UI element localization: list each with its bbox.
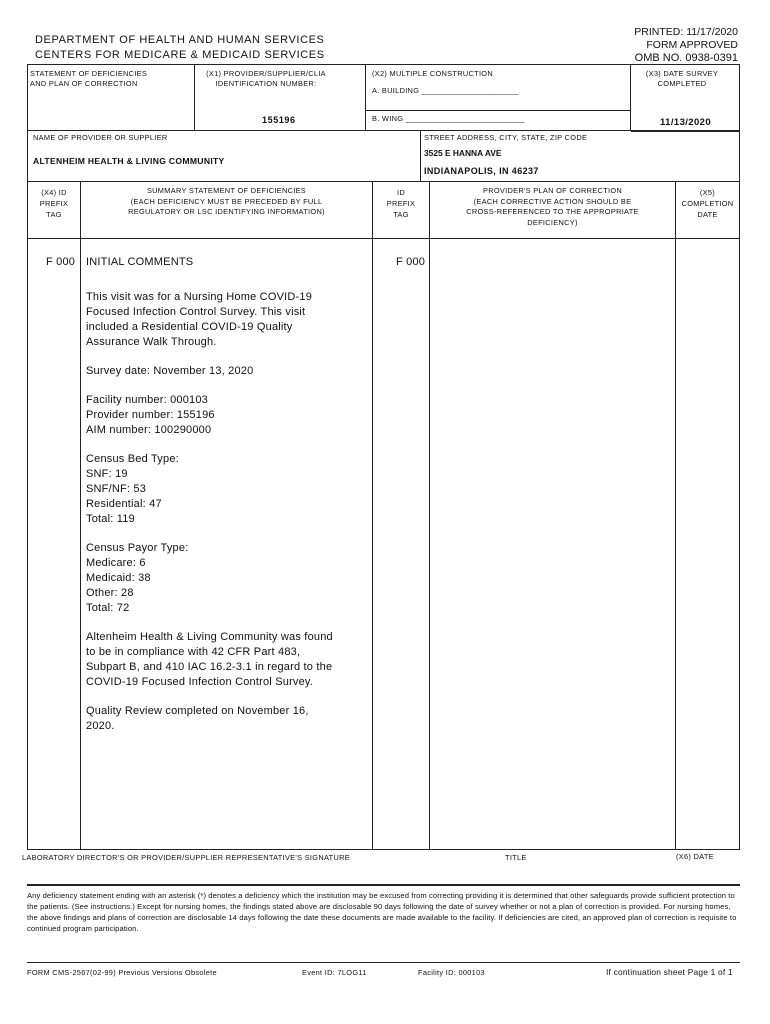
disclaimer-text: Any deficiency statement ending with an asterisk (*) denotes a deficiency which the institution may be excused from correcting providing it is determined that other safeguards provide sufficient protection to the patients. (See instructions.) Except for nursing homes, the findings stated above are disclosable 90 days following the date of survey whether or not a plan of correction is provided. For nursing homes, the above findings and plans of correction are disclosable 14 days following the date these documents are made available to the facility. If deficiencies are cited, an approved plan of correction is requisite to continued program participation.: [27, 891, 737, 933]
address-divider: [420, 130, 421, 181]
paragraph-numbers: Facility number: 000103 Provider number: 155196 AIM number: 100290000: [86, 394, 215, 436]
address-line-1: 3525 E HANNA AVE: [424, 148, 502, 158]
x4-header: (X4) ID PREFIX TAG: [39, 188, 69, 219]
event-id: Event ID: 7LOG11: [302, 968, 367, 977]
provider-name: ALTENHEIM HEALTH & LIVING COMMUNITY: [33, 156, 225, 166]
entry-body: [86, 290, 366, 748]
x3-underline: [631, 130, 739, 132]
x2-divider: [365, 64, 366, 130]
form-approved: FORM APPROVED: [646, 39, 738, 51]
x3-divider: [630, 64, 631, 130]
wing-label: B. WING ___________________________: [372, 114, 525, 123]
x5-header: (X5) COMPLETION DATE: [681, 188, 734, 219]
id-prefix-header: ID PREFIX TAG: [386, 188, 416, 219]
dept-line-2: CENTERS FOR MEDICARE & MEDICAID SERVICES: [35, 49, 325, 61]
printed-date: PRINTED: 11/17/2020: [634, 26, 738, 38]
tag-right: F 000: [396, 256, 426, 268]
provider-name-label: NAME OF PROVIDER OR SUPPLIER: [33, 133, 168, 142]
dept-line-1: DEPARTMENT OF HEALTH AND HUMAN SERVICES: [35, 34, 325, 46]
x1-divider: [194, 64, 195, 130]
summary-header: SUMMARY STATEMENT OF DEFICIENCIES (EACH DEFICIENCY MUST BE PRECEDED BY FULL REGULATORY OR LSC IDENTIFYING INFORMATION): [128, 186, 325, 216]
columns-bottom-border: [27, 238, 740, 239]
col-divider-2: [372, 181, 373, 850]
wing-divider: [365, 110, 630, 111]
columns-top-border: [27, 181, 740, 182]
x1-label: (X1) PROVIDER/SUPPLIER/CLIA IDENTIFICATION NUMBER:: [206, 69, 326, 88]
entry-heading: INITIAL COMMENTS: [86, 256, 194, 268]
paragraph-quality-review: Quality Review completed on November 16, 2020.: [86, 705, 309, 732]
form-approval-block: [634, 26, 738, 65]
survey-completed-date: 11/13/2020: [660, 117, 712, 128]
continuation-page: If continuation sheet Page 1 of 1: [606, 967, 733, 977]
facility-id: Facility ID: 000103: [418, 968, 485, 977]
building-label: A. BUILDING ______________________: [372, 86, 519, 95]
signature-bottom-border: [27, 884, 740, 886]
signature-label: LABORATORY DIRECTOR'S OR PROVIDER/SUPPLIER REPRESENTATIVE'S SIGNATURE: [22, 853, 350, 862]
paragraph-visit: This visit was for a Nursing Home COVID-19 Focused Infection Control Survey. This visit included a Residential COVID-19 Quality Assurance Walk Through.: [86, 291, 313, 348]
paragraph-survey-date: Survey date: November 13, 2020: [86, 365, 254, 377]
form-id: FORM CMS-2567(02-99) Previous Versions Obsolete: [27, 968, 217, 977]
provider-id-number: 155196: [262, 115, 296, 125]
footer-border: [27, 962, 740, 963]
x3-label: (X3) DATE SURVEY COMPLETED: [645, 69, 719, 88]
paragraph-payor-type: Census Payor Type: Medicare: 6 Medicaid: 38 Other: 28 Total: 72: [86, 542, 189, 614]
address-line-2: INDIANAPOLIS, IN 46237: [424, 166, 539, 176]
col-divider-3: [429, 181, 430, 850]
date-label: (X6) DATE: [676, 852, 714, 861]
paragraph-bed-type: Census Bed Type: SNF: 19 SNF/NF: 53 Residential: 47 Total: 119: [86, 453, 179, 525]
department-title: [35, 33, 325, 63]
plan-of-correction-header: PROVIDER'S PLAN OF CORRECTION (EACH CORRECTIVE ACTION SHOULD BE CROSS-REFERENCED TO THE APPROPRIATE DEFICIENCY): [466, 186, 639, 227]
address-label: STREET ADDRESS, CITY, STATE, ZIP CODE: [424, 133, 588, 142]
signature-top-border: [27, 849, 740, 850]
statement-label: STATEMENT OF DEFICIENCIES AND PLAN OF CORRECTION: [30, 69, 148, 88]
left-border: [27, 64, 28, 850]
tag-left: F 000: [46, 256, 76, 268]
col-divider-1: [80, 181, 81, 850]
right-border: [739, 64, 740, 850]
omb-number: OMB NO. 0938-0391: [634, 52, 738, 64]
paragraph-compliance: Altenheim Health & Living Community was found to be in compliance with 42 CFR Part 483, Subpart B, and 410 IAC 16.2-3.1 in regard to the COVID-19 Focused Infection Control Survey.: [86, 631, 333, 688]
top-border: [27, 64, 740, 65]
x2-label: (X2) MULTIPLE CONSTRUCTION: [372, 69, 493, 78]
col-divider-4: [675, 181, 676, 850]
title-label: TITLE: [505, 853, 527, 862]
